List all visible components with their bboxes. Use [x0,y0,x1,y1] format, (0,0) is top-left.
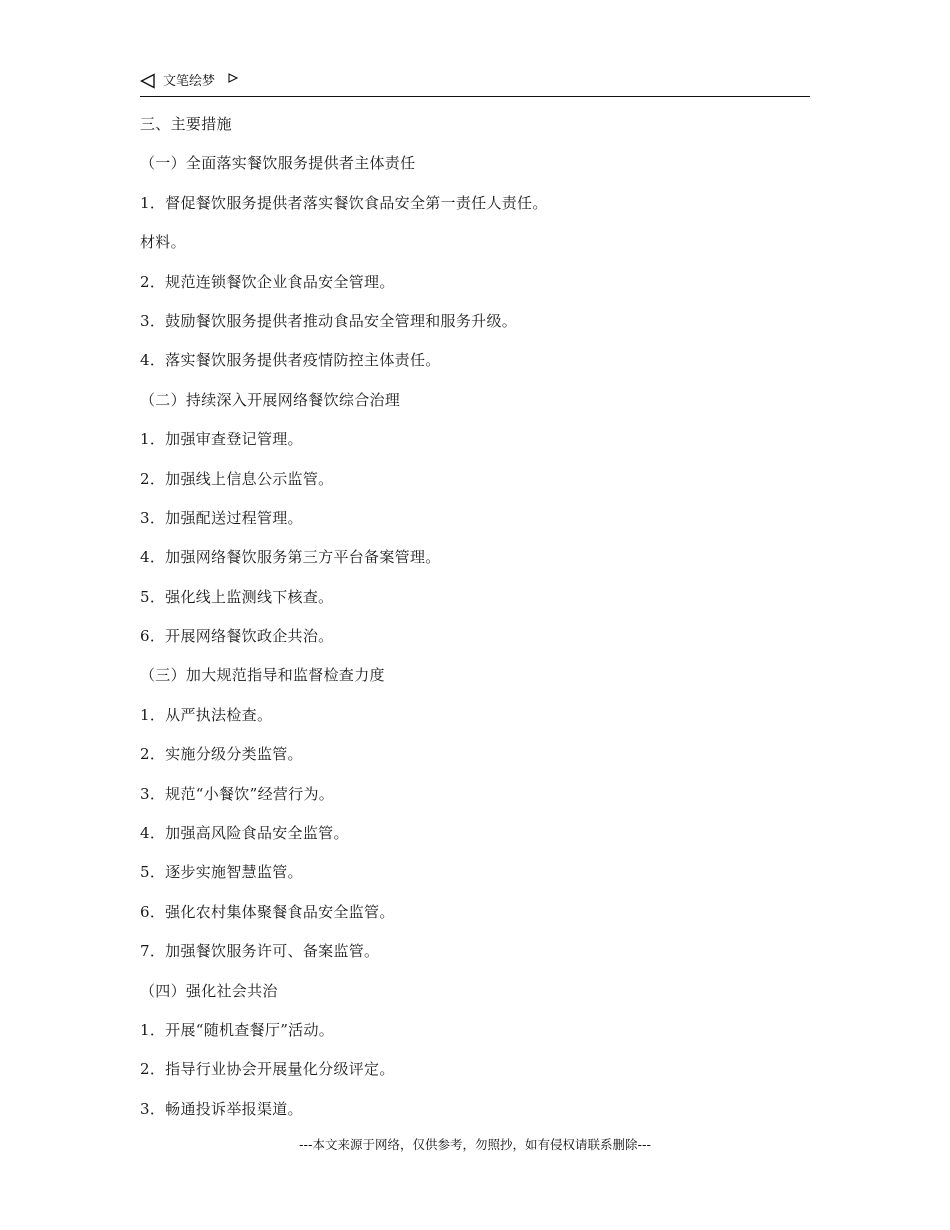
subsection-heading: （四）强化社会共治 [140,981,278,1000]
section-heading: 三、主要措施 [140,115,232,133]
right-triangle-icon [228,73,238,83]
brand-name: 文笔绘梦 [163,74,216,89]
list-item: 2．实施分级分类监管。 [140,745,303,764]
list-item: 6．开展网络餐饮政企共治。 [140,627,334,646]
list-item: 7．加强餐饮服务许可、备案监管。 [140,942,380,961]
subsection-heading: （二）持续深入开展网络餐饮综合治理 [140,390,401,409]
list-item: 1．开展“随机查餐厅”活动。 [140,1020,335,1039]
list-item: 1．加强审查登记管理。 [140,430,303,449]
list-item: 4．加强网络餐饮服务第三方平台备案管理。 [140,548,441,567]
paragraph: 材料。 [140,233,186,252]
list-item: 4．加强高风险食品安全监管。 [140,824,349,843]
list-item: 4．落实餐饮服务提供者疫情防控主体责任。 [140,351,441,370]
list-item: 3．畅通投诉举报渠道。 [140,1099,303,1118]
subsection-heading: （一）全面落实餐饮服务提供者主体责任 [140,154,416,173]
list-item: 5．逐步实施智慧监管。 [140,863,303,882]
list-item: 2．指导行业协会开展量化分级评定。 [140,1060,395,1079]
list-item: 3．规范“小餐饮”经营行为。 [140,784,335,803]
footer-disclaimer: ---本文来源于网络，仅供参考，勿照抄，如有侵权请联系删除--- [298,1137,652,1152]
list-item: 2．加强线上信息公示监管。 [140,469,334,488]
left-triangle-icon [140,73,156,89]
list-item: 3．鼓励餐饮服务提供者推动食品安全管理和服务升级。 [140,311,518,330]
list-item: 3．加强配送过程管理。 [140,508,303,527]
page-header [140,70,810,97]
list-item: 2．规范连锁餐饮企业食品安全管理。 [140,272,395,291]
document-body [140,110,810,1134]
list-item: 5．强化线上监测线下核查。 [140,587,334,606]
subsection-heading: （三）加大规范指导和监督检查力度 [140,666,385,685]
list-item: 6．强化农村集体聚餐食品安全监管。 [140,902,395,921]
list-item: 1．督促餐饮服务提供者落实餐饮食品安全第一责任人责任。 [140,193,548,212]
list-item: 1．从严执法检查。 [140,705,273,724]
